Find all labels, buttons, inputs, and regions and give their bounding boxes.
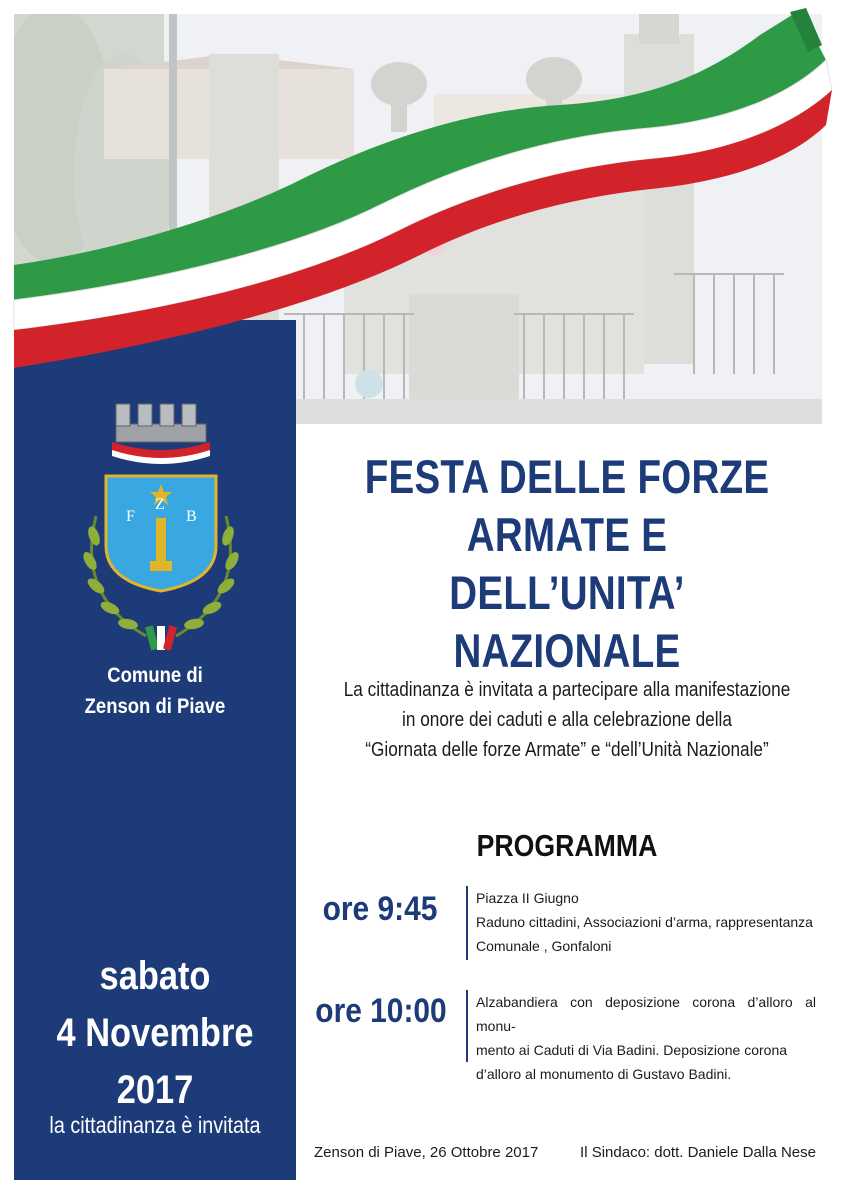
intro-line3: “Giornata delle forze Armate” e “dell’Unità Nazionale” <box>365 739 769 761</box>
svg-text:B: B <box>186 508 197 525</box>
programme-details-2 <box>476 990 816 1086</box>
programme-divider-1 <box>466 886 468 960</box>
tricolour-bow-icon <box>145 625 177 650</box>
intro-line1: La cittadinanza è invitata a partecipare alla manifestazione <box>343 679 791 701</box>
municipality-line1: Comune di <box>107 664 203 687</box>
title-line3: DELL’UNITA’ NAZIONALE <box>449 566 685 677</box>
intro-text <box>337 675 796 765</box>
title-line2: ARMATE E <box>466 508 668 561</box>
event-title <box>348 448 786 680</box>
municipality-name <box>31 660 279 722</box>
programme-time-2: ore 10:00 <box>315 992 447 1030</box>
crest-icon <box>76 396 246 656</box>
svg-text:F: F <box>126 508 135 525</box>
invitation-line: la cittadinanza è invitata <box>49 1112 261 1138</box>
programme-1-line1: Piazza II Giugno <box>476 890 579 906</box>
programme-1-line2: Raduno cittadini, Associazioni d’arma, rappresentanza <box>476 914 813 930</box>
programme-divider-2 <box>466 990 468 1062</box>
svg-text:Z: Z <box>155 496 165 513</box>
programme-1-line3: Comunale , Gonfaloni <box>476 938 612 954</box>
event-weekday: sabato <box>99 954 211 998</box>
programme-2-line2: mento ai Caduti di Via Badini. Deposizione corona <box>476 1042 788 1058</box>
mayor-signature: Il Sindaco: dott. Daniele Dalla Nese <box>580 1144 816 1161</box>
programme-2-line1: Alzabandiera con deposizione corona d’alloro al monu- <box>476 994 816 1034</box>
programme-time-1: ore 9:45 <box>322 890 438 928</box>
municipality-line2: Zenson di Piave <box>84 695 226 718</box>
programme-2-line3: d’alloro al monumento di Gustavo Badini. <box>476 1066 732 1082</box>
event-year: 2017 <box>116 1068 194 1112</box>
title-line1: FESTA DELLE FORZE <box>364 450 770 503</box>
intro-line2: in onore dei caduti e alla celebrazione della <box>402 709 732 731</box>
crown-icon <box>112 404 210 464</box>
programme-heading: PROGRAMMA <box>476 828 658 863</box>
programme-details-1 <box>476 886 816 958</box>
place-and-date: Zenson di Piave, 26 Ottobre 2017 <box>314 1144 539 1161</box>
event-date <box>34 948 277 1119</box>
sidebar-panel <box>14 320 296 1180</box>
event-day-month: 4 Novembre <box>56 1011 254 1055</box>
